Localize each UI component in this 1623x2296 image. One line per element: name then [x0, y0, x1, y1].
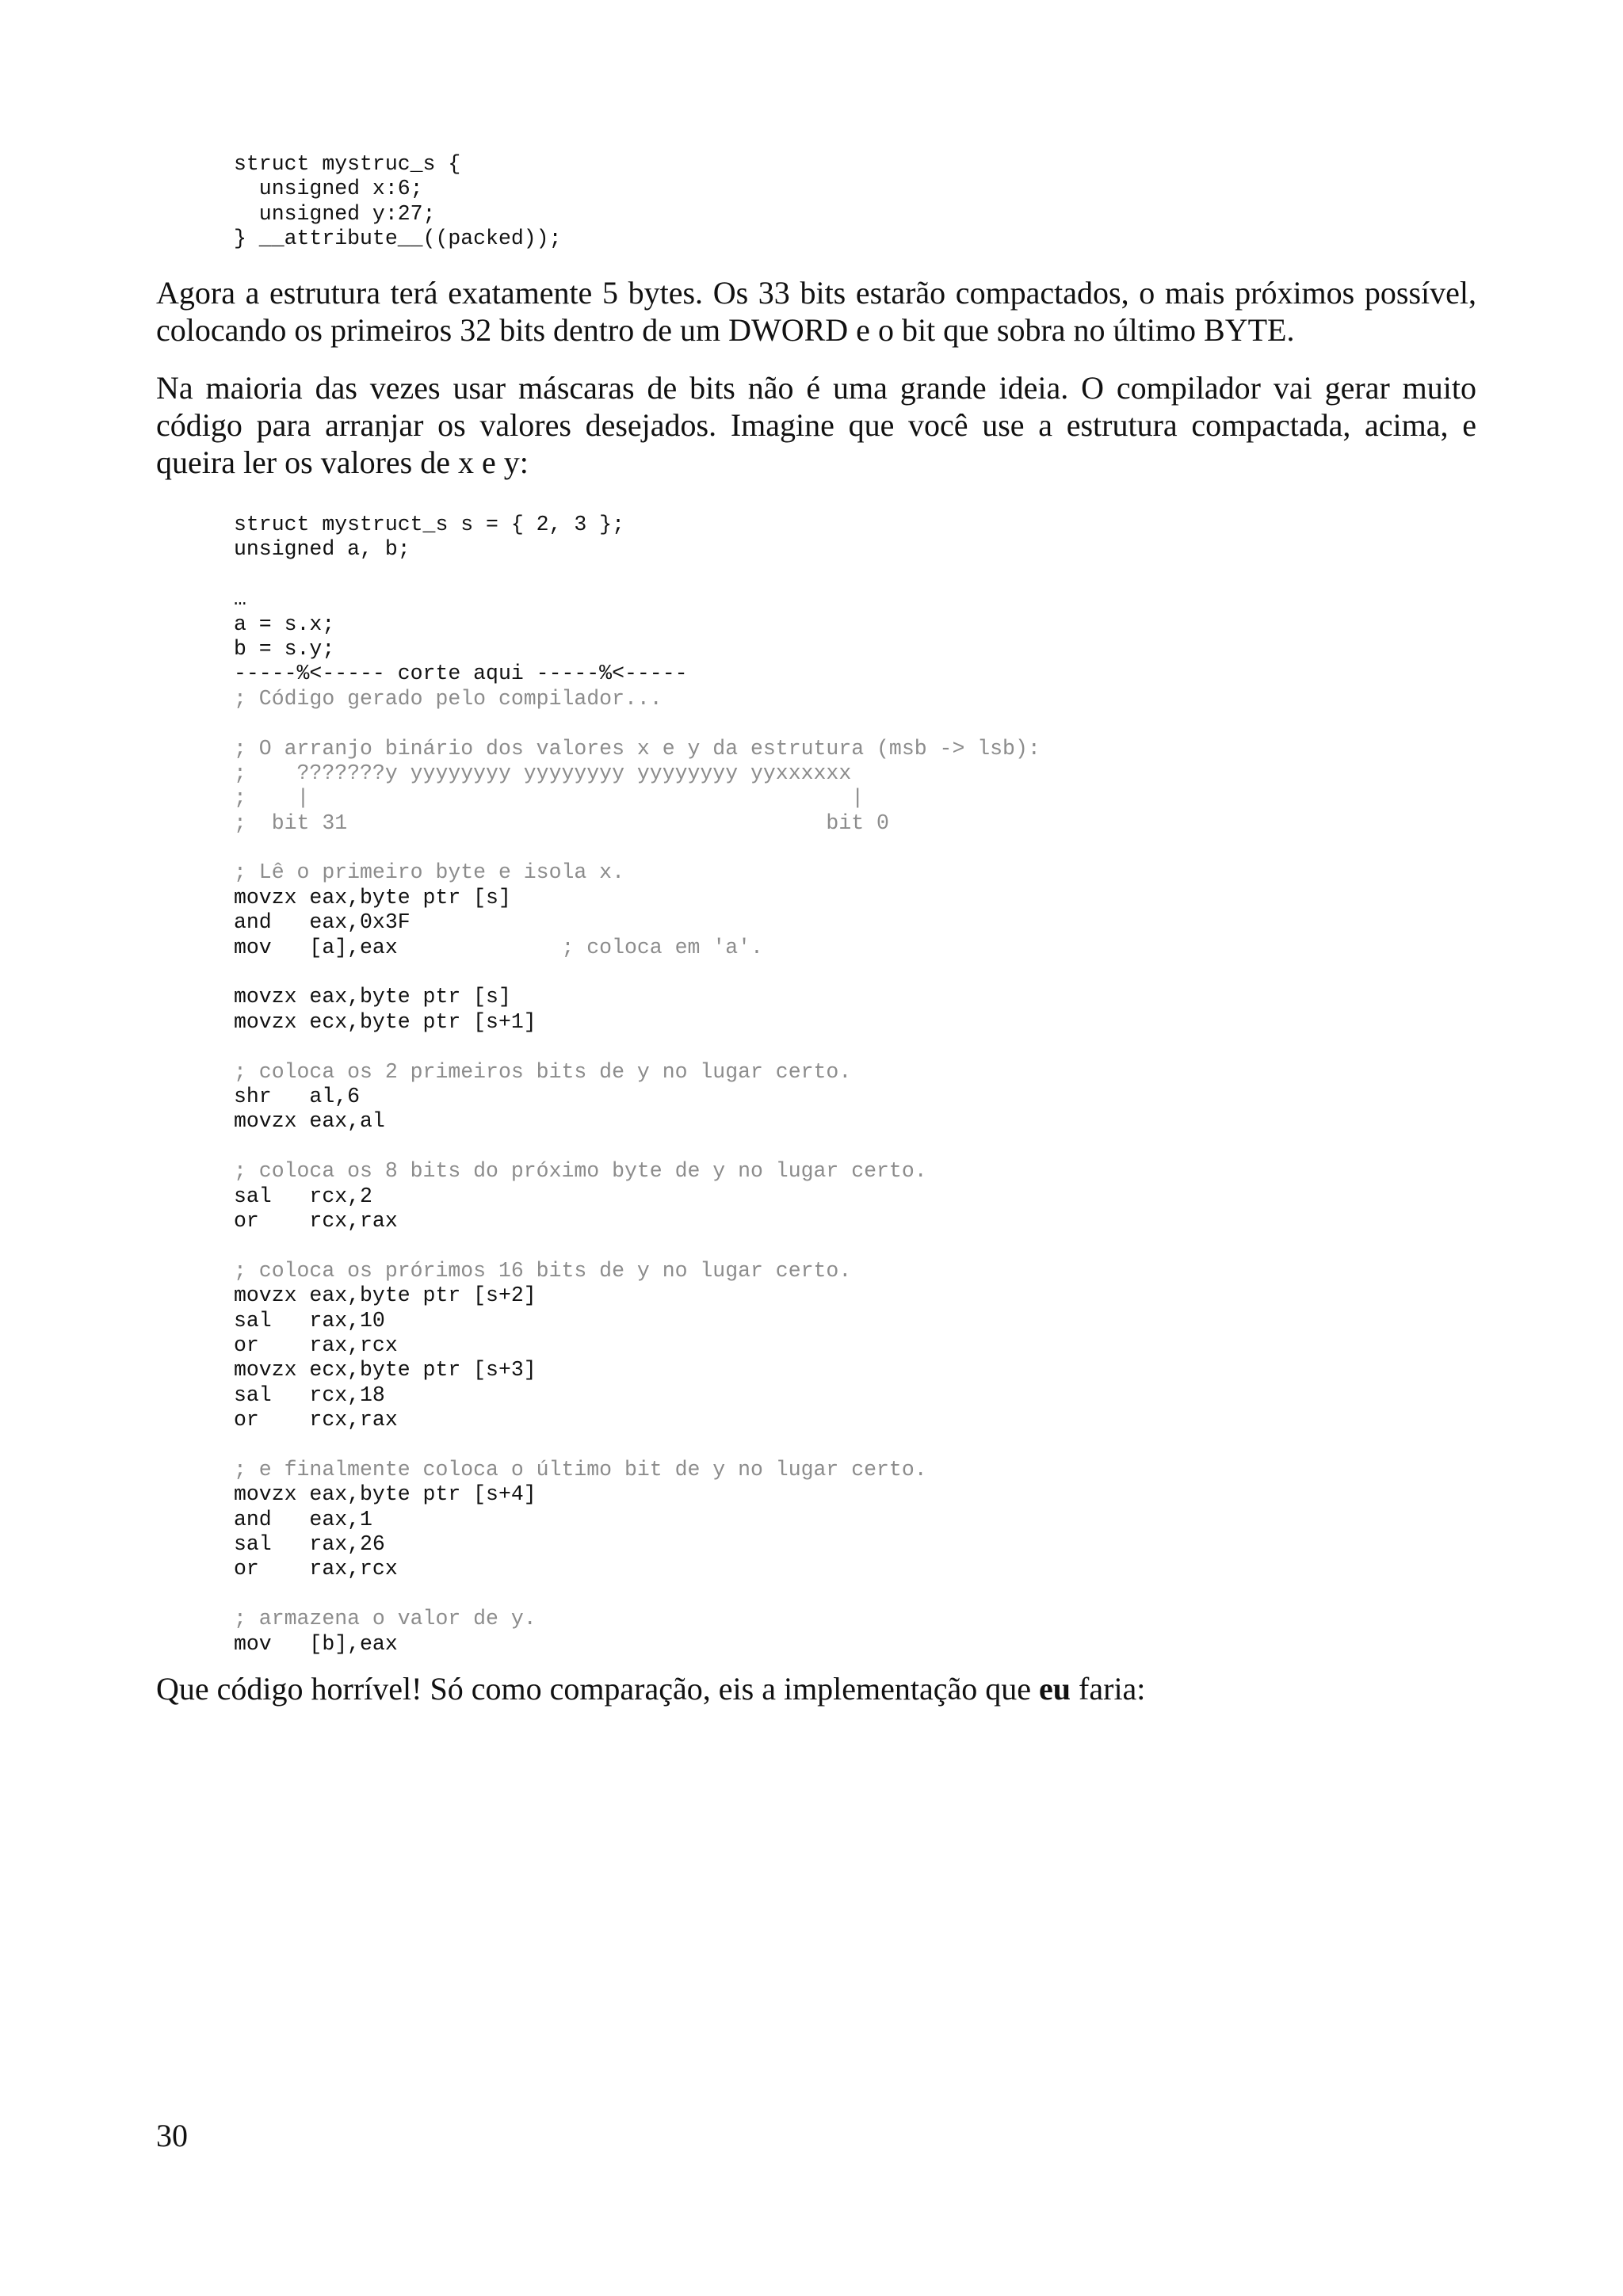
code-line — [234, 1283, 1041, 1308]
code-text: ; coloca os prórimos 16 bits de y no lugar certo. — [234, 1258, 852, 1283]
code-text: or rax,rcx — [234, 1557, 398, 1581]
code-text: ; ???????y yyyyyyyy yyyyyyyy yyyyyyyy yyxxxxxx — [234, 761, 852, 785]
code-line — [234, 1632, 1041, 1657]
code-line — [234, 1333, 1041, 1358]
code-line — [234, 537, 1041, 562]
code-comment-line — [234, 1060, 1041, 1085]
code-comment-line — [234, 1159, 1041, 1184]
code-text: ; coloca os 8 bits do próximo byte de y no lugar certo. — [234, 1159, 927, 1184]
code-text: ; coloca os 2 primeiros bits de y no lugar certo. — [234, 1059, 852, 1084]
code-text: ; O arranjo binário dos valores x e y da estrutura (msb -> lsb): — [234, 736, 1041, 761]
code-text: or rcx,rax — [234, 1208, 398, 1233]
code-line — [234, 985, 1041, 1009]
code-text: sal rax,10 — [234, 1308, 385, 1333]
code-text: ; | | — [234, 786, 865, 810]
code-text: sal rax,26 — [234, 1532, 385, 1557]
code-line — [234, 1135, 1041, 1159]
code-line — [234, 836, 1041, 860]
code-text: movzx eax,byte ptr [s] — [234, 885, 511, 910]
code-line — [234, 637, 1041, 662]
code-text: and eax,1 — [234, 1507, 372, 1531]
code-text: movzx eax,byte ptr [s] — [234, 985, 511, 1009]
code-text: struct mystruct_s s = { 2, 3 }; — [234, 513, 624, 536]
paragraph-comparison — [156, 1670, 1476, 1707]
paragraph-packed-struct-size: Agora a estrutura terá exatamente 5 bytes. Os 33 bits estarão compactados, o mais próximos possível, colocando os primeiros 32 bits dentro de um DWORD e o bit que sobra no último BYTE. — [156, 275, 1476, 348]
code-line — [234, 936, 1041, 960]
code-line — [234, 1383, 1041, 1408]
code-line — [234, 1408, 1041, 1432]
code-text: shr al,6 — [234, 1084, 361, 1108]
code-comment-line — [234, 1458, 1041, 1482]
code-line: unsigned x:6; — [234, 177, 423, 201]
code-line — [234, 1557, 1041, 1581]
code-line — [234, 1234, 1041, 1258]
code-text: or rcx,rax — [234, 1408, 398, 1432]
paragraph-comparison-text: Que código horrível! Só como comparação, eis a implementação que — [156, 1671, 1040, 1707]
code-line — [234, 910, 1041, 935]
code-comment-line — [234, 687, 1041, 711]
code-text: movzx ecx,byte ptr [s+3] — [234, 1358, 537, 1383]
code-text: ; armazena o valor de y. — [234, 1607, 537, 1631]
code-line — [234, 1358, 1041, 1383]
code-line — [234, 662, 1041, 686]
code-line: struct mystruc_s { — [234, 152, 461, 176]
code-line — [234, 1209, 1041, 1234]
code-text: ; Lê o primeiro byte e isola x. — [234, 860, 624, 885]
code-comment-line — [234, 786, 1041, 810]
code-text: ; e finalmente coloca o último bit de y no lugar certo. — [234, 1457, 927, 1482]
code-text: and eax,0x3F — [234, 910, 411, 935]
code-text: movzx eax,byte ptr [s+2] — [234, 1283, 537, 1308]
code-text: movzx eax,al — [234, 1109, 385, 1134]
code-line: unsigned y:27; — [234, 201, 436, 226]
code-text: mov [b],eax — [234, 1631, 398, 1656]
code-text: … — [234, 587, 246, 612]
code-text: sal rcx,2 — [234, 1184, 372, 1208]
code-line — [234, 1035, 1041, 1059]
code-line — [234, 513, 1041, 537]
code-text: movzx eax,byte ptr [s+4] — [234, 1482, 537, 1507]
code-text: ; Código gerado pelo compilador... — [234, 686, 663, 711]
code-line — [234, 563, 1041, 587]
paragraph-comparison-emphasis: eu — [1039, 1671, 1071, 1707]
code-line — [234, 711, 1041, 736]
code-text: movzx ecx,byte ptr [s+1] — [234, 1009, 537, 1034]
code-line — [234, 1109, 1041, 1134]
code-text: a = s.x; — [234, 612, 335, 636]
code-line — [234, 1508, 1041, 1532]
paragraph-bitmask-warning: Na maioria das vezes usar máscaras de bits não é uma grande ideia. O compilador vai gerar muito código para arranjar os valores desejados. Imagine que você use a estrutura compactada, acima, e queira ler os valores de x e y: — [156, 370, 1476, 480]
code-inline-comment: ; coloca em 'a'. — [397, 935, 763, 959]
code-text: -----%<----- corte aqui -----%<----- — [234, 662, 688, 686]
code-line — [234, 1309, 1041, 1333]
code-line: } __attribute__((packed)); — [234, 227, 562, 251]
code-text: b = s.y; — [234, 636, 335, 661]
code-comment-line — [234, 737, 1041, 761]
code-comment-line — [234, 1259, 1041, 1283]
code-comment-line — [234, 761, 1041, 786]
code-text: or rax,rcx — [234, 1333, 398, 1357]
code-line — [234, 1184, 1041, 1209]
code-text: unsigned a, b; — [234, 537, 411, 562]
code-text: ; bit 31 bit 0 — [234, 810, 889, 835]
code-line — [234, 1532, 1041, 1557]
code-line — [234, 1010, 1041, 1035]
code-text: mov [a],eax — [234, 935, 398, 959]
code-line — [234, 1482, 1041, 1507]
code-text: sal rcx,18 — [234, 1383, 385, 1407]
code-block-struct-declaration — [234, 152, 561, 252]
paragraph-comparison-tail: faria: — [1071, 1671, 1146, 1707]
code-line — [234, 886, 1041, 910]
code-comment-line — [234, 1607, 1041, 1631]
code-block-compiler-output — [234, 513, 1041, 1657]
code-line — [234, 960, 1041, 985]
code-comment-line — [234, 811, 1041, 836]
code-line — [234, 1085, 1041, 1109]
code-comment-line — [234, 860, 1041, 885]
code-line — [234, 587, 1041, 612]
code-line — [234, 1432, 1041, 1457]
page-number: 30 — [156, 2118, 188, 2153]
code-line — [234, 612, 1041, 637]
code-line — [234, 1582, 1041, 1607]
